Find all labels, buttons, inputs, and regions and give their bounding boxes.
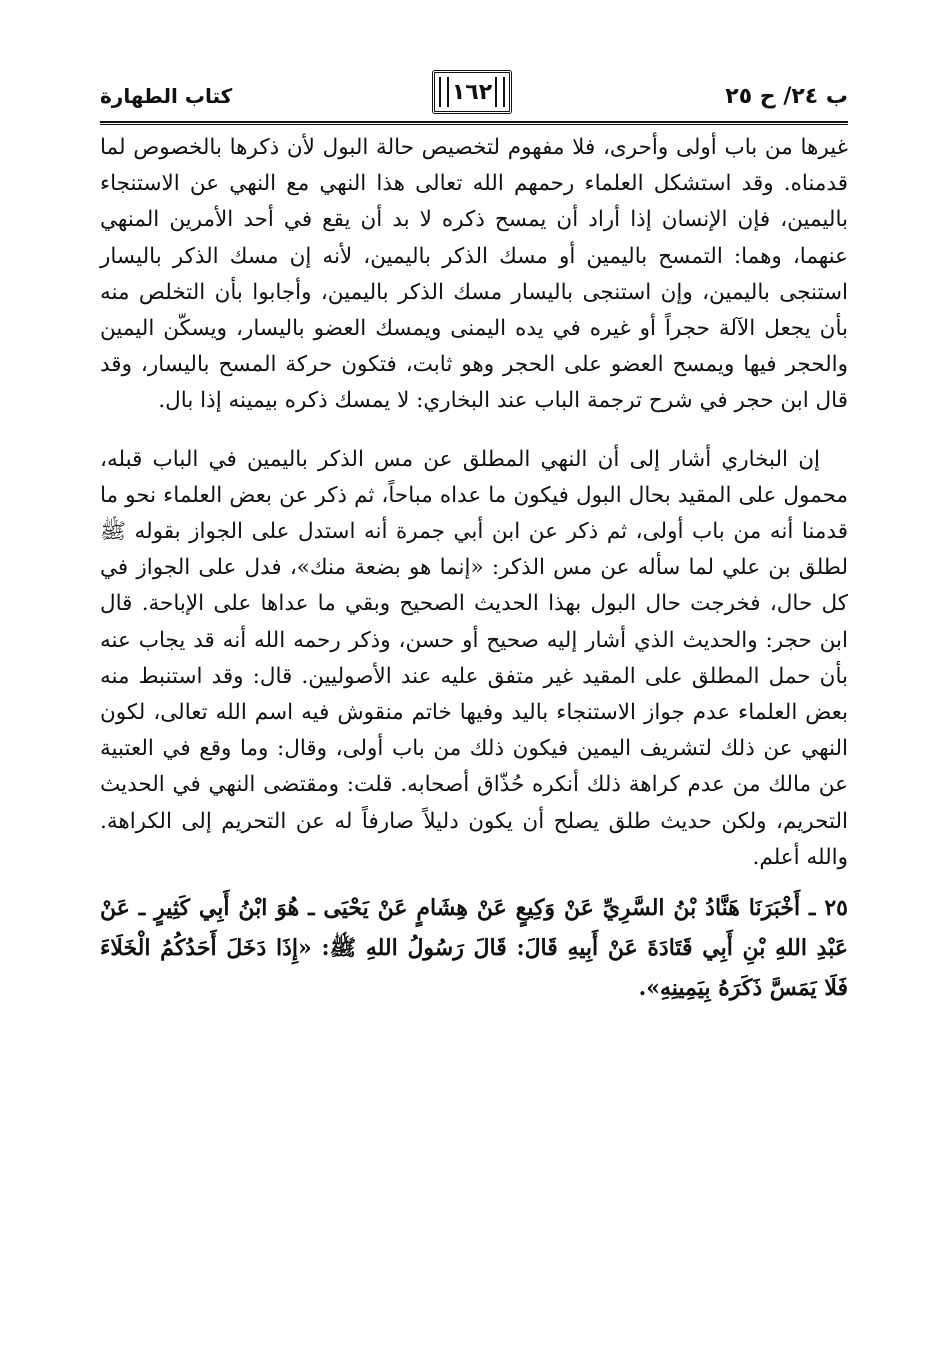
header-divider xyxy=(100,121,848,125)
page-number: ١٦٢ xyxy=(451,79,493,105)
chapter-hadith-reference: ب ٢٤/ ح ٢٥ xyxy=(725,84,848,109)
hadith-text: ٢٥ ـ أَخْبَرَنَا هَنَّادُ بْنُ السَّرِيِّ عَنْ وَكِيعٍ عَنْ هِشَامٍ عَنْ يَحْيَى ـ هُوَ ابْنُ أَبِي كَثِيرٍ ـ عَنْ عَبْدِ اللهِ بْنِ أَبِي قَتَادَةَ عَنْ أَبِيهِ قَالَ: قَالَ رَسُولُ اللهِ ﷺ: «إِذَا دَخَلَ أَحَدُكُمُ الْخَلَاءَ فَلَا يَمَسَّ ذَكَرَهُ بِيَمِينِهِ». xyxy=(100,895,848,1002)
page-header xyxy=(100,70,848,120)
commentary-paragraph: إن البخاري أشار إلى أن النهي المطلق عن مس الذكر باليمين في الباب قبله، محمول على المقيد بحال البول فيكون ما عداه مباحاً، ثم ذكر عن بعض العلماء نحو ما قدمنا أنه من باب أولى، ثم ذكر عن ابن أبي جمرة أنه استدل على الجواز بقوله ﷺ لطلق بن علي لما سأله عن مس الذكر: «إنما هو بضعة منك»، فدل على الجواز في كل حال، فخرجت حال البول بهذا الحديث الصحيح وبقي ما عداها على الإباحة. قال ابن حجر: والحديث الذي أشار إليه صحيح أو حسن، وذكر رحمه الله أنه قد يجاب عنه بأن حمل المطلق على المقيد غير متفق عليه عند الأصوليين. قال: وقد استنبط منه بعض العلماء عدم جواز الاستنجاء باليد وفيها خاتم منقوش فيه اسم الله تعالى، لكون النهي عن ذلك لتشريف اليمين فيكون ذلك من باب أولى، وقال: وما وقع في العتبية عن مالك من عدم كراهة ذلك أنكره حُذّاق أصحابه. قلت: ومقتضى النهي في الحديث التحريم، ولكن حديث طلق يصلح أن يكون دليلاً صارفاً له عن التحريم إلى الكراهة. والله أعلم. xyxy=(100,446,848,870)
page-number-frame xyxy=(432,70,512,114)
commentary-paragraph: غيرها من باب أولى وأحرى، فلا مفهوم لتخصيص حالة البول لأن ذكرها بالخصوص لما قدمناه. وقد استشكل العلماء رحمهم الله تعالى هذا النهي مع النهي عن الاستنجاء باليمين، فإن الإنسان إذا أراد أن يمسح ذكره لا بد أن يقع في أحد الأمرين المنهي عنهما، وهما: التمسح باليمين أو مسك الذكر باليمين، لأنه إن مسك الذكر باليسار استنجى باليمين، وإن استنجى باليسار مسك الذكر باليمين، وأجابوا بأن التخلص منه بأن يجعل الآلة حجراً أو غيره في يده اليمنى ويمسك العضو باليسار، ويسكّن اليمين والحجر فيها ويمسح العضو على الحجر وهو ثابت، فتكون حركة المسح باليسار، وقد قال ابن حجر في شرح ترجمة الباب عند البخاري: لا يمسك ذكره بيمينه إذا بال. xyxy=(100,135,849,414)
book-title: كتاب الطهارة xyxy=(100,84,233,108)
page-body xyxy=(100,130,848,1008)
